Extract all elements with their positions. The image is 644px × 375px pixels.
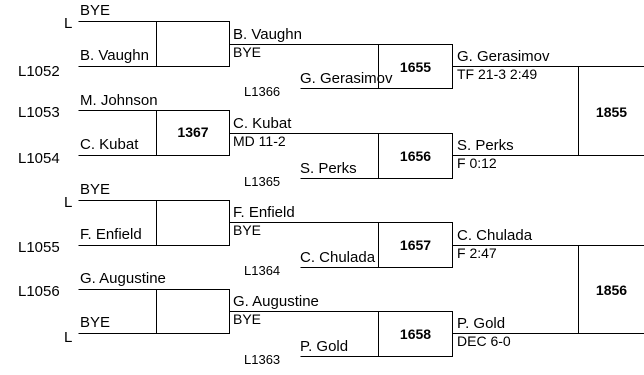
bout-number: 1658 [399, 326, 432, 342]
loser-label: L1054 [18, 150, 60, 167]
match-result: BYE [233, 222, 262, 238]
wrestler-name: B. Vaughn [233, 26, 302, 43]
loser-label: L1056 [18, 283, 60, 300]
wrestler-name: BYE [80, 314, 111, 331]
loser-label: L1053 [18, 104, 60, 121]
wrestler-name: B. Vaughn [80, 47, 149, 64]
wrestler-name: S. Perks [300, 160, 357, 177]
wrestler-name: P. Gold [457, 315, 506, 332]
loser-label: L1366 [244, 84, 281, 99]
loser-label: L1055 [18, 239, 60, 256]
wrestler-name: F. Enfield [233, 204, 295, 221]
loser-label: L1363 [244, 352, 281, 367]
bout-number: 1656 [399, 148, 432, 164]
loser-label: L [64, 329, 73, 346]
loser-label: L [64, 194, 73, 211]
bout-number: 1657 [399, 237, 432, 253]
wrestler-name: C. Kubat [80, 136, 139, 153]
wrestler-name: G. Augustine [80, 270, 166, 287]
bout-number: 1655 [399, 59, 432, 75]
wrestler-name: F. Enfield [80, 226, 142, 243]
wrestler-name: BYE [80, 181, 111, 198]
loser-label: L1365 [244, 174, 281, 189]
bout-number: 1856 [595, 282, 628, 298]
loser-label: L [64, 15, 73, 32]
wrestler-name: C. Kubat [233, 115, 292, 132]
match-result: BYE [233, 311, 262, 327]
wrestler-name: C. Chulada [300, 249, 376, 266]
match-result: DEC 6-0 [457, 333, 511, 349]
wrestler-name: G. Gerasimov [300, 70, 393, 87]
wrestler-name: C. Chulada [457, 227, 533, 244]
wrestler-name: S. Perks [457, 137, 514, 154]
loser-label: L1052 [18, 63, 60, 80]
wrestler-name: P. Gold [300, 338, 349, 355]
match-result: F 2:47 [457, 245, 497, 261]
match-result: F 0:12 [457, 155, 497, 171]
bout-number: 1367 [177, 124, 209, 140]
wrestler-name: BYE [80, 2, 111, 19]
bout-number: 1855 [595, 104, 628, 120]
loser-label: L1364 [244, 263, 281, 278]
wrestler-name: G. Gerasimov [457, 48, 550, 65]
match-result: TF 21-3 2:49 [457, 66, 538, 82]
wrestler-name: M. Johnson [80, 92, 158, 109]
wrestler-name: G. Augustine [233, 293, 319, 310]
match-result: BYE [233, 44, 262, 60]
match-result: MD 11-2 [233, 133, 286, 149]
